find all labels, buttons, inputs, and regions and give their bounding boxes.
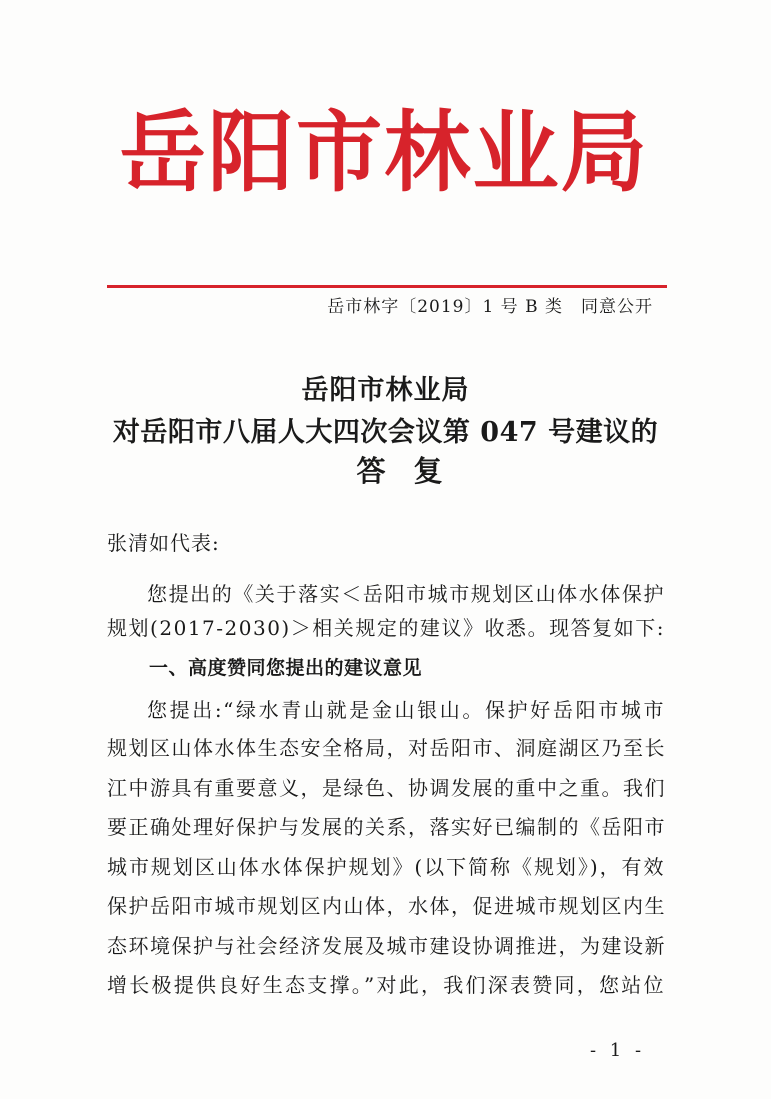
section-heading: 一、高度赞同您提出的建议意见 <box>149 657 423 679</box>
title-line-2: 对岳阳市八届人大四次会议第 047 号建议的 <box>112 417 659 448</box>
title-line-3: 答复 <box>356 454 471 488</box>
body-line: 城市规划区山体水体保护规划》(以下简称《规划》)，有效 <box>107 855 665 879</box>
intro-line: 规划(2017-2030)＞相关规定的建议》收悉。现答复如下: <box>107 616 665 640</box>
body-line: 江中游具有重要意义，是绿色、协调发展的重中之重。我们 <box>107 776 666 800</box>
title-line-1: 岳阳市林业局 <box>301 375 470 406</box>
body-line: 保护岳阳市城市规划区内山体，水体，促进城市规划区内生 <box>107 894 666 918</box>
body-line: 要正确处理好保护与发展的关系，落实好已编制的《岳阳市 <box>107 815 666 839</box>
body-line: 态环境保护与社会经济发展及城市建设协调推进，为建设新 <box>107 934 666 958</box>
body-line: 您提出:“绿水青山就是金山银山。保护好岳阳市城市 <box>147 698 665 722</box>
intro-line: 您提出的《关于落实＜岳阳市城市规划区山体水体保护 <box>147 582 665 606</box>
document-number: 岳市林字〔2019〕1 号 B 类 同意公开 <box>327 297 653 317</box>
body-line: 增长极提供良好生态支撑。”对此，我们深表赞同，您站位 <box>107 973 665 997</box>
red-divider-line <box>107 285 667 288</box>
agency-masthead: 岳阳市林业局 <box>119 100 649 204</box>
page-number: - 1 - <box>590 1040 646 1061</box>
body-line: 规划区山体水体生态安全格局，对岳阳市、洞庭湖区乃至长 <box>107 736 666 760</box>
salutation: 张清如代表: <box>107 531 220 555</box>
